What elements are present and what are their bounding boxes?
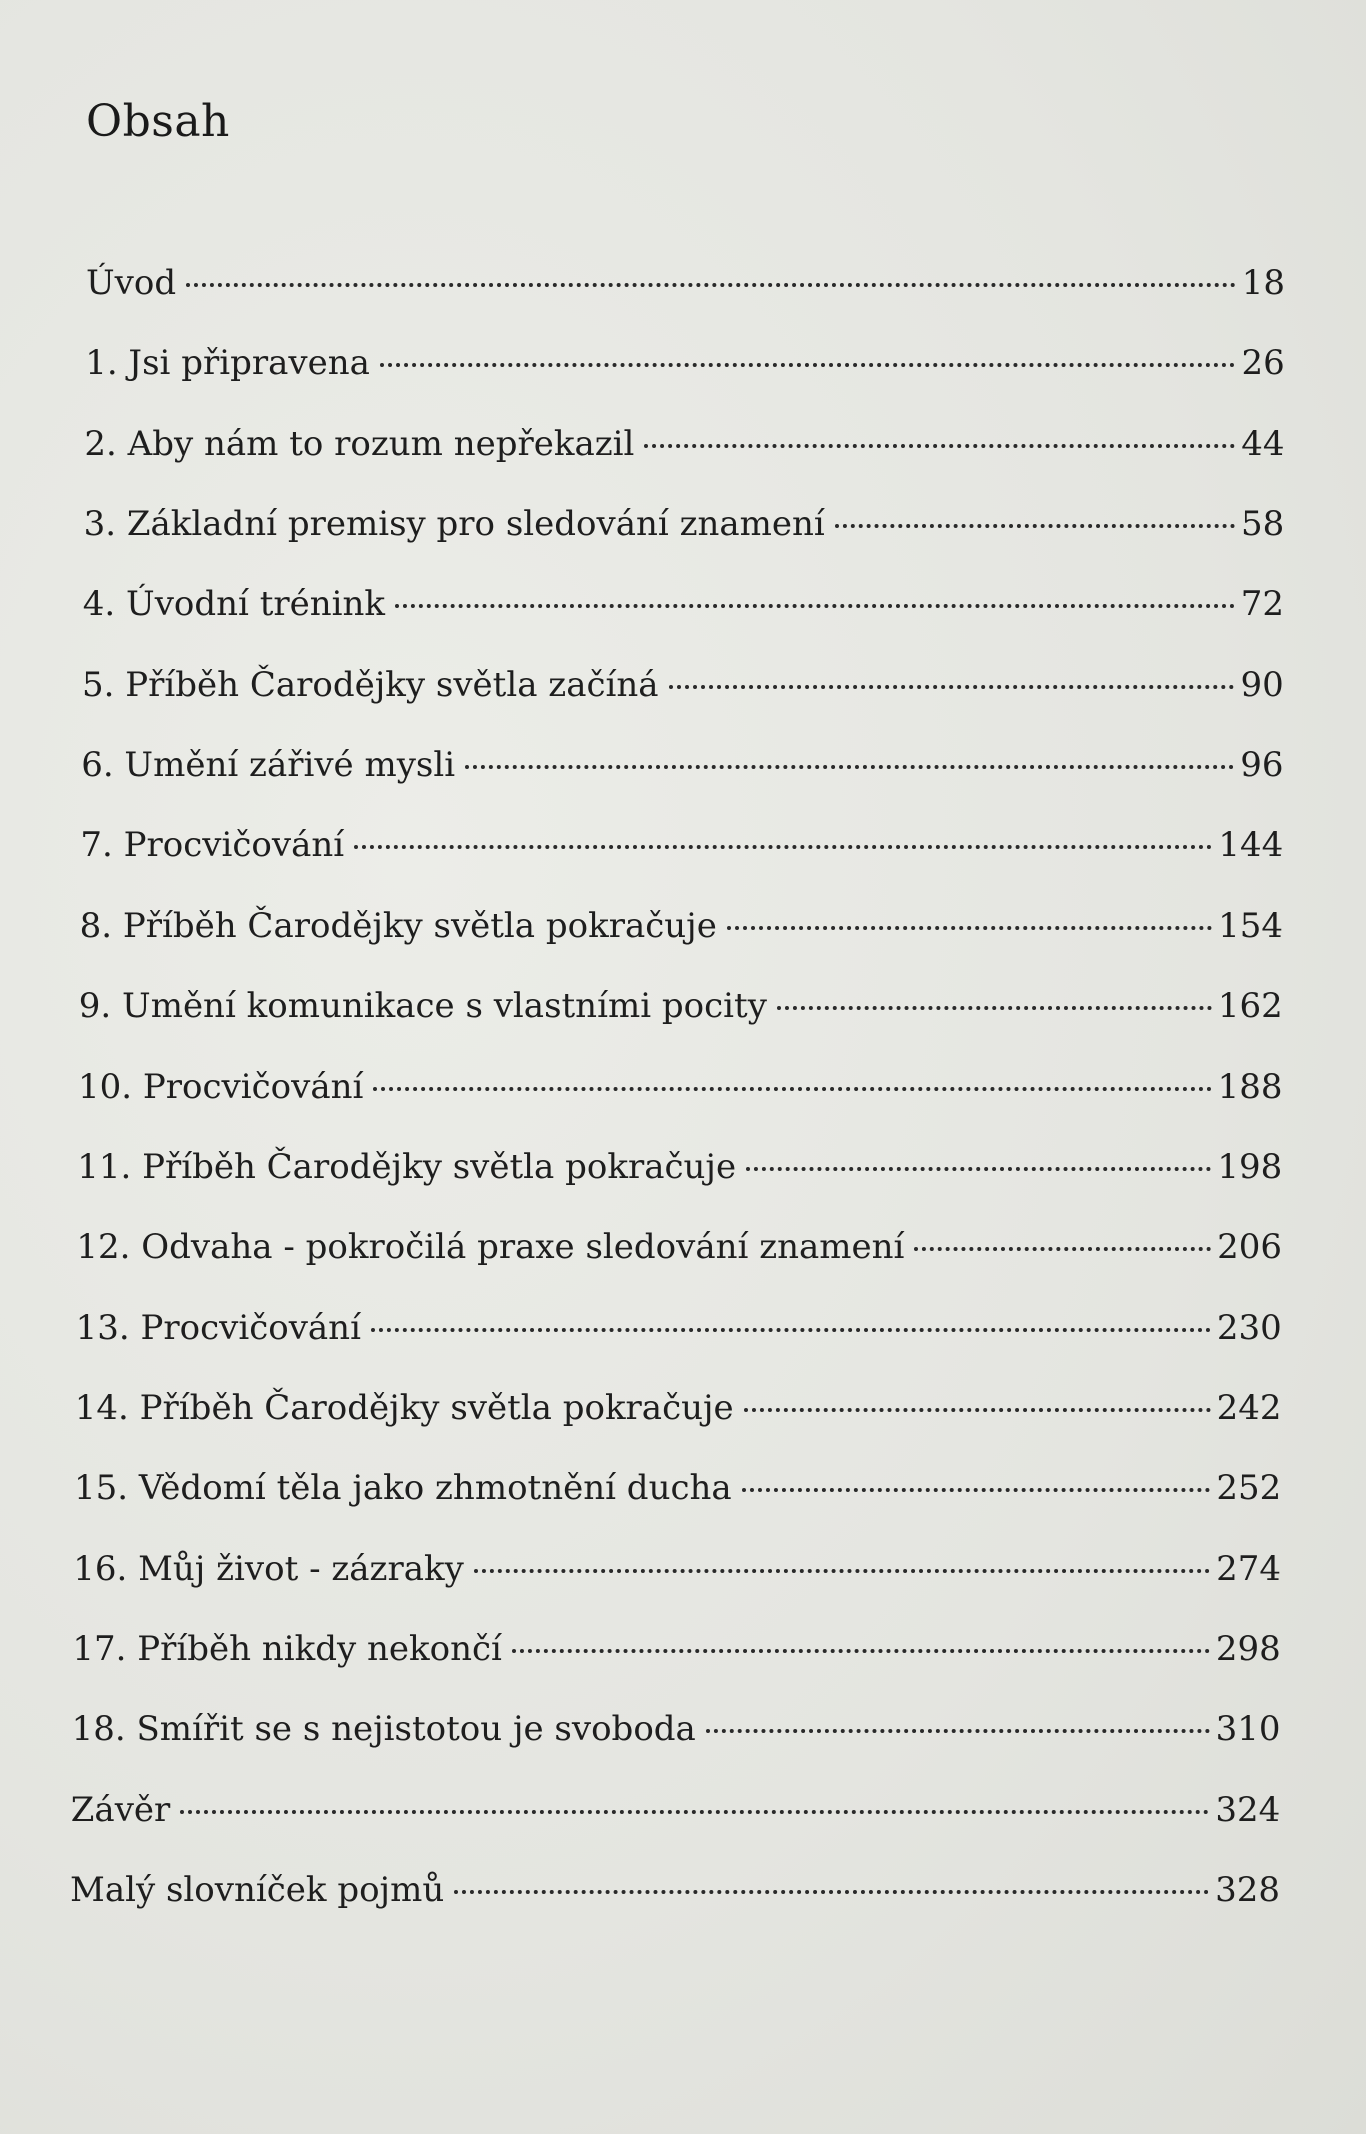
toc-entry (73, 1544, 1281, 1594)
toc-dot-leader (742, 1488, 1211, 1492)
toc-dot-leader (474, 1569, 1210, 1573)
toc-dot-leader (835, 524, 1235, 528)
toc-dot-leader (727, 926, 1212, 930)
toc-dot-leader (186, 283, 1236, 287)
toc-entry (74, 1463, 1281, 1513)
toc-entry-label: 12. Odvaha - pokročilá praxe sledování znamení (76, 1227, 905, 1268)
toc-heading: Obsah (86, 96, 230, 147)
toc-entry-page-number: 298 (1215, 1628, 1281, 1669)
toc-entry (78, 1062, 1283, 1112)
toc-entry-label: 17. Příběh nikdy nekončí (72, 1628, 502, 1669)
toc-entry-label: 1. Jsi připravena (85, 343, 370, 384)
toc-entry-label: Úvod (86, 263, 177, 303)
toc-dot-leader (380, 363, 1236, 367)
toc-dot-leader (746, 1167, 1211, 1171)
toc-entry-label: 15. Vědomí těla jako zhmotnění ducha (74, 1468, 732, 1509)
toc-entry-label: Malý slovníček pojmů (70, 1870, 445, 1910)
toc-entry (71, 1785, 1280, 1835)
toc-dot-leader (644, 444, 1235, 448)
toc-entry (85, 338, 1285, 388)
toc-entry-label: 13. Procvičování (75, 1307, 361, 1348)
toc-entry-label: 7. Procvičování (80, 825, 345, 866)
toc-entry (86, 258, 1285, 308)
toc-entry-page-number: 242 (1216, 1387, 1282, 1428)
toc-entry (72, 1624, 1280, 1674)
toc-dot-leader (512, 1649, 1210, 1653)
toc-entry-page-number: 162 (1217, 986, 1283, 1027)
toc-entry-page-number: 26 (1241, 343, 1285, 384)
toc-entry-label: Závěr (70, 1789, 171, 1830)
toc-entry (82, 660, 1284, 710)
toc-entry (70, 1865, 1280, 1915)
toc-entry-label: 4. Úvodní trénink (82, 584, 386, 625)
toc-entry-page-number: 310 (1215, 1709, 1281, 1750)
toc-entry-page-number: 90 (1240, 664, 1284, 705)
toc-entry-page-number: 188 (1217, 1066, 1283, 1107)
toc-dot-leader (914, 1247, 1211, 1251)
toc-entry-page-number: 44 (1241, 423, 1285, 464)
toc-entry-page-number: 230 (1216, 1307, 1282, 1348)
toc-entry-page-number: 58 (1240, 504, 1285, 545)
toc-dot-leader (454, 1890, 1209, 1894)
toc-entry (77, 1142, 1282, 1192)
toc-dot-leader (465, 765, 1234, 769)
toc-entry (83, 579, 1284, 629)
toc-dot-leader (371, 1328, 1211, 1332)
toc-entry-page-number: 18 (1241, 263, 1285, 303)
toc-entry-page-number: 72 (1240, 584, 1284, 625)
toc-entry (76, 1222, 1282, 1272)
toc-entry-label: 18. Smířit se s nejistotou je svoboda (71, 1709, 696, 1750)
toc-entry-page-number: 96 (1240, 745, 1284, 786)
toc-entry (84, 499, 1285, 549)
toc-entry-label: 5. Příběh Čarodějky světla začíná (82, 664, 659, 705)
toc-entry (79, 981, 1283, 1031)
toc-entry-page-number: 198 (1217, 1146, 1283, 1187)
toc-entry-page-number: 154 (1218, 905, 1283, 946)
toc-entry-page-number: 274 (1216, 1548, 1281, 1589)
toc-entry-page-number: 144 (1218, 825, 1284, 866)
toc-entry (72, 1704, 1281, 1754)
toc-entry-page-number: 324 (1215, 1789, 1281, 1830)
toc-dot-leader (373, 1087, 1211, 1091)
toc-entry-page-number: 328 (1215, 1870, 1280, 1910)
toc-dot-leader (706, 1729, 1210, 1733)
toc-dot-leader (354, 845, 1212, 849)
toc-dot-leader (777, 1006, 1212, 1010)
toc-entry (75, 1383, 1282, 1433)
toc-entry-page-number: 206 (1217, 1227, 1282, 1268)
toc-entry-label: 10. Procvičování (78, 1066, 364, 1107)
toc-entry-page-number: 252 (1216, 1468, 1282, 1509)
toc-entry-label: 6. Umění zářivé mysli (81, 745, 456, 786)
toc-entry (80, 901, 1283, 951)
toc-entry-label: 14. Příběh Čarodějky světla pokračuje (74, 1387, 734, 1428)
toc-entry (84, 419, 1284, 469)
toc-entry (81, 740, 1283, 790)
toc-dot-leader (180, 1810, 1209, 1814)
toc-entry (76, 1303, 1282, 1353)
toc-dot-leader (395, 604, 1235, 608)
toc-entry-label: 11. Příběh Čarodějky světla pokračuje (77, 1146, 737, 1187)
toc-entry-label: 2. Aby nám to rozum nepřekazil (84, 423, 635, 464)
toc-entry-label: 9. Umění komunikace s vlastními pocity (78, 986, 767, 1027)
toc-dot-leader (744, 1408, 1211, 1412)
toc-dot-leader (669, 685, 1235, 689)
toc-entry-label: 8. Příběh Čarodějky světla pokračuje (79, 905, 717, 946)
toc-entry-label: 3. Základní premisy pro sledování znamení (83, 504, 825, 545)
toc-entry (80, 820, 1283, 870)
toc-entry-label: 16. Můj život - zázraky (73, 1548, 464, 1589)
